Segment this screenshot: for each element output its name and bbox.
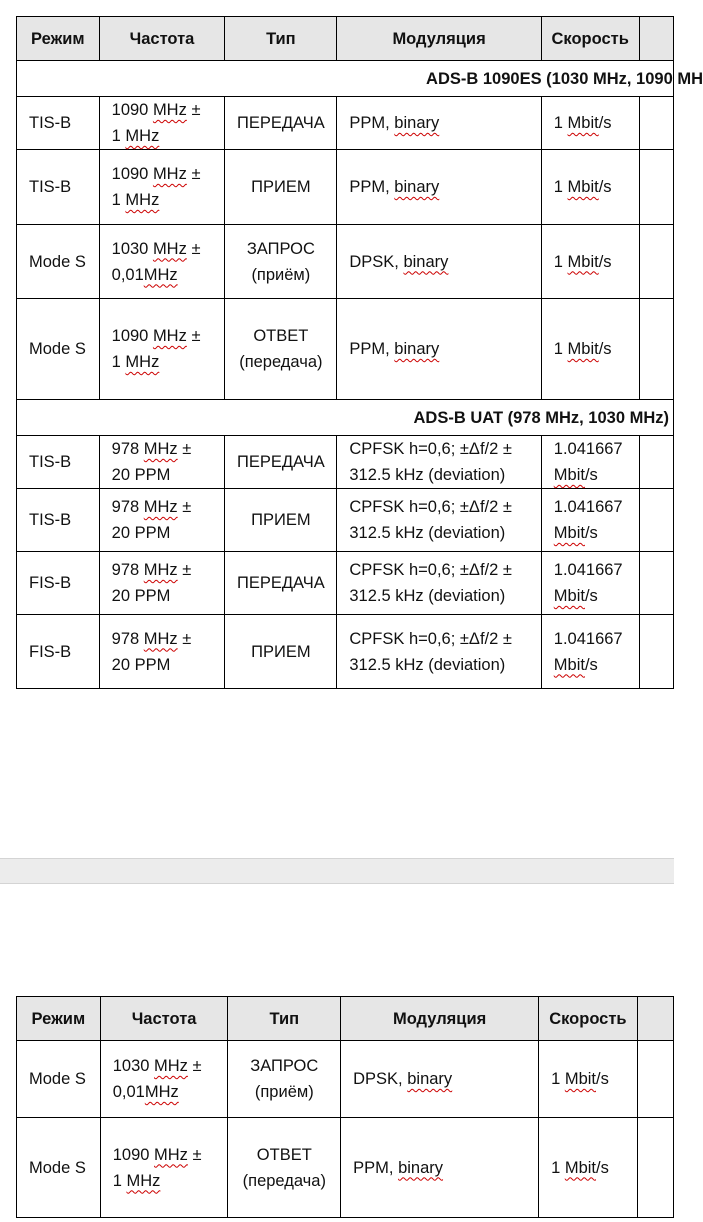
spellcheck-mark: Mbit <box>567 340 599 358</box>
modulation-line-2: 312.5 kHz (deviation) <box>349 466 506 484</box>
modulation-line-1: CPFSK h=0,6; ±Δf/2 ± <box>349 440 512 458</box>
type-line-1: ЗАПРОС <box>246 239 315 258</box>
spellcheck-mark: binary <box>407 1070 453 1088</box>
cell-speed <box>541 615 639 689</box>
type-line-1: ПРИЕМ <box>251 642 311 661</box>
cell-type <box>228 1118 341 1218</box>
spellcheck-mark: Mbit <box>564 1158 596 1177</box>
spellcheck-mark: MHz <box>143 629 178 648</box>
table-row <box>17 299 674 400</box>
frequency-line-1: 1090 MHz ± <box>111 327 201 345</box>
cell-mode <box>17 97 100 150</box>
cell-speed <box>541 97 639 150</box>
spellcheck-mark: MHz <box>143 498 178 516</box>
section-title: ADS-B 1090ES (1030 MHz, 1090 MH <box>426 69 703 88</box>
cell-modulation <box>337 225 541 299</box>
spellcheck-mark: Mbit <box>553 655 585 674</box>
table-row <box>17 97 674 150</box>
header-extra <box>639 17 673 61</box>
spellcheck-mark: MHz <box>152 239 187 258</box>
mode-text: TIS-B <box>29 178 72 196</box>
header-type: Тип <box>225 17 337 61</box>
cell-type <box>225 552 337 615</box>
type-line-1: ПЕРЕДАЧА <box>236 114 325 132</box>
type-line-1: ПРИЕМ <box>251 178 311 196</box>
mode-text: FIS-B <box>29 574 72 592</box>
cell-type <box>228 1041 341 1118</box>
table-row <box>17 489 674 552</box>
specs-table <box>16 16 703 689</box>
speed-line-2: Mbit/s <box>553 655 598 674</box>
header-modulation: Модуляция <box>341 997 539 1041</box>
modulation-line-1: CPFSK h=0,6; ±Δf/2 ± <box>349 629 512 648</box>
cell-modulation <box>337 615 541 689</box>
cell-frequency <box>99 299 225 400</box>
spellcheck-mark: MHz <box>152 327 187 345</box>
cell-modulation <box>341 1118 539 1218</box>
cell-mode <box>17 299 100 400</box>
spellcheck-mark: MHz <box>154 1057 188 1075</box>
frequency-line-2: 20 PPM <box>111 655 171 674</box>
spellcheck-mark: MHz <box>144 1083 179 1101</box>
cell-speed <box>541 299 639 400</box>
cell-extra <box>639 436 673 489</box>
header-row <box>17 17 674 61</box>
table-row <box>17 552 674 615</box>
spellcheck-mark: Mbit <box>553 587 585 605</box>
type-line-1: ОТВЕТ <box>256 1145 312 1164</box>
cell-extra <box>639 615 673 689</box>
cell-type <box>225 615 337 689</box>
header-frequency: Частота <box>99 17 225 61</box>
frequency-line-2: 1 MHz <box>111 353 160 371</box>
header-type: Тип <box>228 997 341 1041</box>
cell-frequency <box>99 97 225 150</box>
frequency-line-1: 978 MHz ± <box>111 498 192 516</box>
modulation-line-1: DPSK, binary <box>353 1070 453 1088</box>
cell-mode <box>17 615 100 689</box>
spellcheck-mark: Mbit <box>567 252 599 271</box>
frequency-line-1: 1030 MHz ± <box>112 1057 202 1075</box>
frequency-line-2: 0,01MHz <box>112 1083 179 1101</box>
cell-modulation <box>341 1041 539 1118</box>
cell-extra <box>639 552 673 615</box>
table-row <box>17 150 674 225</box>
frequency-line-1: 1090 MHz ± <box>111 165 201 183</box>
cell-speed <box>541 150 639 225</box>
cell-modulation <box>337 97 541 150</box>
cell-extra <box>639 97 673 150</box>
modulation-line-1: CPFSK h=0,6; ±Δf/2 ± <box>349 498 512 516</box>
header-speed: Скорость <box>541 17 639 61</box>
frequency-line-2: 20 PPM <box>111 587 171 605</box>
spellcheck-mark: MHz <box>125 127 160 145</box>
table-row <box>17 615 674 689</box>
frequency-line-2: 20 PPM <box>111 466 171 484</box>
mode-text: TIS-B <box>29 114 72 132</box>
type-line-2: (передача) <box>239 353 323 371</box>
modulation-line-1: DPSK, binary <box>349 252 449 271</box>
modulation-line-1: PPM, binary <box>349 178 440 196</box>
modulation-line-1: PPM, binary <box>349 340 440 358</box>
cell-modulation <box>337 552 541 615</box>
cell-speed <box>541 436 639 489</box>
cell-extra <box>639 150 673 225</box>
header-frequency: Частота <box>100 997 228 1041</box>
spellcheck-mark: binary <box>394 178 440 196</box>
mode-text: TIS-B <box>29 453 72 471</box>
cell-frequency <box>100 1041 228 1118</box>
cell-speed <box>539 1041 638 1118</box>
speed-line-1: 1 Mbit/s <box>553 114 612 132</box>
frequency-line-1: 1030 MHz ± <box>111 239 201 258</box>
header-mode: Режим <box>17 997 101 1041</box>
section-title-cell <box>17 400 674 436</box>
mode-text: Mode S <box>29 252 86 271</box>
cell-mode <box>17 1118 101 1218</box>
cell-extra <box>637 1041 673 1118</box>
spellcheck-mark: binary <box>394 114 440 132</box>
spellcheck-mark: MHz <box>126 1171 161 1190</box>
spellcheck-mark: binary <box>398 1158 444 1177</box>
header-extra <box>637 997 673 1041</box>
mode-text: FIS-B <box>29 642 72 661</box>
cell-modulation <box>337 299 541 400</box>
cell-frequency <box>99 552 225 615</box>
header-modulation: Модуляция <box>337 17 541 61</box>
cell-type <box>225 225 337 299</box>
spellcheck-mark: MHz <box>125 191 160 209</box>
type-line-1: ПЕРЕДАЧА <box>236 453 325 471</box>
cell-speed <box>539 1118 638 1218</box>
cell-type <box>225 489 337 552</box>
speed-line-1: 1 Mbit/s <box>551 1158 609 1177</box>
cell-type <box>225 436 337 489</box>
cell-speed <box>541 225 639 299</box>
frequency-line-2: 1 MHz <box>112 1171 161 1190</box>
header-row <box>17 997 674 1041</box>
cell-mode <box>17 552 100 615</box>
specs-table-continued <box>16 996 674 1218</box>
cell-modulation <box>337 436 541 489</box>
spellcheck-mark: MHz <box>143 561 178 579</box>
cell-extra <box>637 1118 673 1218</box>
spellcheck-mark: MHz <box>154 1145 188 1164</box>
modulation-line-1: PPM, binary <box>353 1158 444 1177</box>
speed-line-1: 1.041667 <box>553 498 623 516</box>
type-line-2: (приём) <box>254 1083 314 1101</box>
type-line-2: (приём) <box>251 265 311 284</box>
type-line-1: ПЕРЕДАЧА <box>236 574 325 592</box>
cell-modulation <box>337 150 541 225</box>
modulation-line-2: 312.5 kHz (deviation) <box>349 524 506 542</box>
speed-line-2: Mbit/s <box>553 466 598 484</box>
spellcheck-mark: Mbit <box>567 178 599 196</box>
frequency-line-1: 978 MHz ± <box>111 629 192 648</box>
cell-modulation <box>337 489 541 552</box>
speed-line-1: 1 Mbit/s <box>553 340 612 358</box>
cell-frequency <box>99 225 225 299</box>
frequency-line-1: 978 MHz ± <box>111 561 192 579</box>
type-line-1: ПРИЕМ <box>251 511 311 529</box>
cell-speed <box>541 552 639 615</box>
spellcheck-mark: MHz <box>152 101 187 119</box>
table-row <box>17 1041 674 1118</box>
section-row <box>17 400 674 436</box>
frequency-line-1: 1090 MHz ± <box>112 1145 202 1164</box>
speed-line-2: Mbit/s <box>553 524 598 542</box>
cell-extra <box>639 225 673 299</box>
frequency-line-2: 0,01MHz <box>111 265 178 284</box>
cell-extra <box>639 489 673 552</box>
spellcheck-mark: binary <box>394 340 440 358</box>
page-separator <box>0 858 674 884</box>
cell-type <box>225 299 337 400</box>
cell-frequency <box>99 489 225 552</box>
speed-line-1: 1 Mbit/s <box>553 252 612 271</box>
cell-mode <box>17 1041 101 1118</box>
type-line-2: (передача) <box>242 1171 326 1190</box>
header-mode: Режим <box>17 17 100 61</box>
modulation-line-2: 312.5 kHz (deviation) <box>349 655 506 674</box>
spellcheck-mark: MHz <box>152 165 187 183</box>
frequency-line-2: 1 MHz <box>111 127 160 145</box>
spellcheck-mark: Mbit <box>564 1070 596 1088</box>
header-speed: Скорость <box>539 997 638 1041</box>
section-title: ADS-B UAT (978 MHz, 1030 MHz) <box>413 408 669 427</box>
cell-type <box>225 150 337 225</box>
mode-text: TIS-B <box>29 511 72 529</box>
spellcheck-mark: Mbit <box>553 524 585 542</box>
cell-mode <box>17 225 100 299</box>
frequency-line-1: 1090 MHz ± <box>111 101 201 119</box>
modulation-line-1: PPM, binary <box>349 114 440 132</box>
section-title-cell <box>17 61 703 97</box>
cell-mode <box>17 436 100 489</box>
speed-line-1: 1.041667 <box>553 440 623 458</box>
table-row <box>17 1118 674 1218</box>
type-line-1: ОТВЕТ <box>253 327 309 345</box>
speed-line-1: 1.041667 <box>553 629 623 648</box>
modulation-line-2: 312.5 kHz (deviation) <box>349 587 506 605</box>
table-row <box>17 225 674 299</box>
frequency-line-1: 978 MHz ± <box>111 440 192 458</box>
speed-line-1: 1 Mbit/s <box>551 1070 609 1088</box>
mode-text: Mode S <box>29 340 86 358</box>
cell-frequency <box>99 150 225 225</box>
cell-extra <box>639 299 673 400</box>
modulation-line-1: CPFSK h=0,6; ±Δf/2 ± <box>349 561 512 579</box>
spellcheck-mark: MHz <box>143 440 178 458</box>
speed-line-1: 1.041667 <box>553 561 623 579</box>
speed-line-2: Mbit/s <box>553 587 598 605</box>
frequency-line-2: 20 PPM <box>111 524 171 542</box>
spellcheck-mark: binary <box>403 252 449 271</box>
spellcheck-mark: MHz <box>143 265 178 284</box>
spellcheck-mark: Mbit <box>553 466 585 484</box>
mode-text: Mode S <box>29 1158 86 1177</box>
type-line-1: ЗАПРОС <box>250 1057 319 1075</box>
frequency-line-2: 1 MHz <box>111 191 160 209</box>
table-row <box>17 436 674 489</box>
cell-frequency <box>100 1118 228 1218</box>
mode-text: Mode S <box>29 1070 86 1088</box>
spellcheck-mark: MHz <box>125 353 160 371</box>
cell-mode <box>17 150 100 225</box>
cell-speed <box>541 489 639 552</box>
cell-type <box>225 97 337 150</box>
section-row <box>17 61 674 97</box>
spellcheck-mark: Mbit <box>567 114 599 132</box>
cell-frequency <box>99 615 225 689</box>
speed-line-1: 1 Mbit/s <box>553 178 612 196</box>
cell-frequency <box>99 436 225 489</box>
cell-mode <box>17 489 100 552</box>
